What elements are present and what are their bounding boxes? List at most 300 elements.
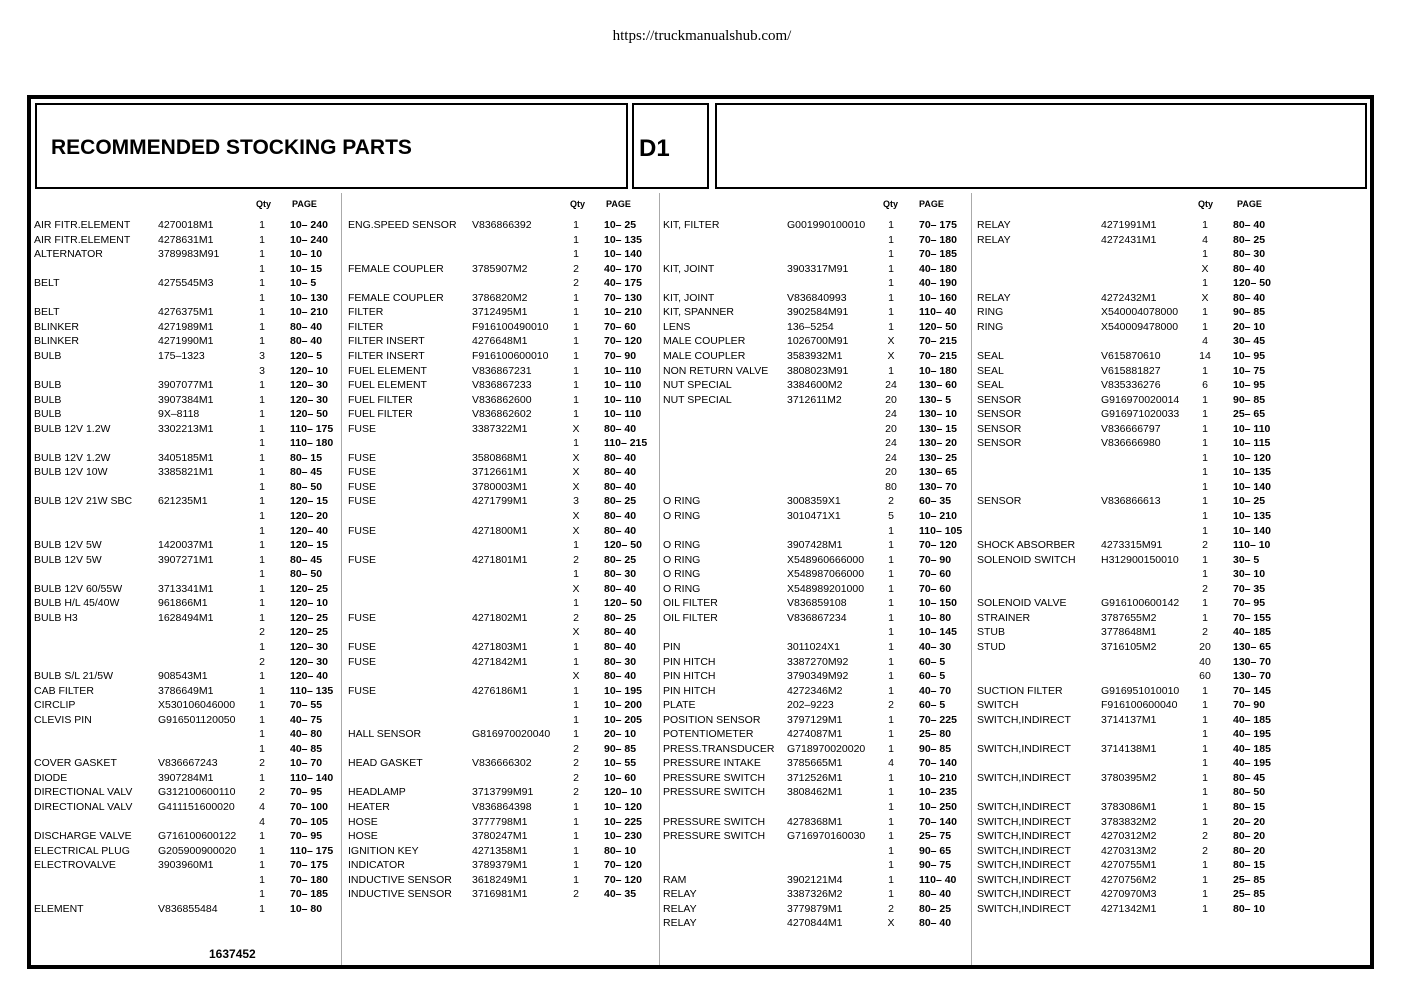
part-number: 961866M1 bbox=[158, 597, 208, 610]
quantity: 1 bbox=[1202, 437, 1208, 450]
part-number: 4270756M2 bbox=[1101, 873, 1157, 886]
part-name: FUSE bbox=[348, 451, 377, 464]
part-number: 3785665M1 bbox=[787, 757, 843, 770]
part-number: 4270970M3 bbox=[1101, 888, 1157, 901]
quantity: 2 bbox=[573, 771, 579, 784]
quantity: 24 bbox=[885, 437, 897, 450]
quantity: 1 bbox=[888, 277, 894, 290]
page-header: PAGE bbox=[292, 199, 317, 209]
page-ref: 120– 10 bbox=[604, 786, 642, 799]
quantity: 1 bbox=[573, 437, 579, 450]
quantity: 1 bbox=[888, 728, 894, 741]
part-number: 4271989M1 bbox=[158, 320, 214, 333]
quantity: 1 bbox=[573, 684, 579, 697]
page-ref: 70– 145 bbox=[1233, 684, 1271, 697]
quantity: 1 bbox=[1202, 742, 1208, 755]
part-name: CLEVIS PIN bbox=[34, 713, 92, 726]
part-name: BULB 12V 1.2W bbox=[34, 451, 111, 464]
page-ref: 10– 240 bbox=[290, 233, 328, 246]
page-ref: 80– 40 bbox=[1233, 219, 1266, 231]
part-name: FILTER INSERT bbox=[348, 349, 425, 362]
quantity: 1 bbox=[888, 873, 894, 886]
quantity: 1 bbox=[1202, 597, 1208, 610]
part-number: 3580868M1 bbox=[472, 451, 528, 464]
quantity: 1 bbox=[1202, 684, 1208, 697]
quantity: 1 bbox=[259, 495, 265, 508]
quantity: 2 bbox=[573, 553, 579, 566]
quantity: 1 bbox=[259, 713, 265, 726]
part-name: FUSE bbox=[348, 466, 377, 479]
parts-sheet bbox=[27, 95, 1374, 969]
quantity: 1 bbox=[259, 728, 265, 741]
page-ref: 40– 185 bbox=[1233, 626, 1271, 639]
quantity: 1 bbox=[259, 248, 265, 261]
page-ref: 80– 40 bbox=[604, 670, 637, 683]
quantity: 1 bbox=[573, 713, 579, 726]
page-ref: 120– 30 bbox=[290, 393, 328, 406]
quantity: X bbox=[887, 335, 895, 348]
page-ref: 30– 45 bbox=[1233, 335, 1266, 348]
quantity: 20 bbox=[885, 393, 897, 406]
part-number: 3785907M2 bbox=[472, 262, 528, 275]
part-name: PRESSURE SWITCH bbox=[663, 815, 766, 828]
part-number: 3787655M2 bbox=[1101, 611, 1157, 624]
page-ref: 25– 75 bbox=[919, 830, 952, 843]
quantity: 1 bbox=[259, 611, 265, 624]
page-ref: 10– 110 bbox=[604, 379, 642, 392]
part-name: HALL SENSOR bbox=[348, 728, 422, 741]
header-blank-box bbox=[715, 103, 1367, 189]
page-ref: 110– 140 bbox=[290, 771, 334, 784]
page-ref: 60– 5 bbox=[919, 699, 946, 712]
part-number: 3907077M1 bbox=[158, 379, 214, 392]
quantity: 1 bbox=[573, 219, 579, 231]
page-ref: 70– 155 bbox=[1233, 611, 1271, 624]
part-number: 3903317M91 bbox=[787, 262, 849, 275]
part-name: FEMALE COUPLER bbox=[348, 262, 444, 275]
quantity: 1 bbox=[259, 524, 265, 537]
part-name: FILTER INSERT bbox=[348, 335, 425, 348]
part-name: PRESSURE SWITCH bbox=[663, 786, 766, 799]
part-name: CIRCLIP bbox=[34, 699, 76, 712]
part-name: DIRECTIONAL VALV bbox=[34, 786, 133, 799]
quantity: 1 bbox=[1202, 422, 1208, 435]
part-number: G718970020020 bbox=[787, 742, 866, 755]
qty-header: Qty bbox=[570, 199, 586, 209]
quantity: 1 bbox=[259, 408, 265, 421]
part-name: DISCHARGE VALVE bbox=[34, 830, 132, 843]
quantity: 1 bbox=[259, 539, 265, 552]
source-url[interactable]: https://truckmanualshub.com/ bbox=[612, 28, 792, 44]
part-number: X530106046000 bbox=[158, 699, 236, 712]
quantity: 3 bbox=[573, 495, 579, 508]
part-number: V615881827 bbox=[1101, 364, 1161, 377]
page-ref: 80– 45 bbox=[290, 553, 323, 566]
quantity: X bbox=[572, 670, 580, 683]
page-ref: 10– 95 bbox=[1233, 379, 1266, 392]
page-ref: 10– 75 bbox=[1233, 364, 1266, 377]
qty-header: Qty bbox=[256, 199, 272, 209]
part-name: BULB S/L 21/5W bbox=[34, 670, 113, 683]
page-ref: 80– 40 bbox=[604, 480, 637, 493]
quantity: 1 bbox=[259, 902, 265, 915]
page-ref: 10– 110 bbox=[604, 364, 642, 377]
part-name: PIN HITCH bbox=[663, 655, 716, 668]
part-number: 4271802M1 bbox=[472, 611, 528, 624]
part-name: SWITCH,INDIRECT bbox=[977, 873, 1071, 886]
quantity: 1 bbox=[888, 248, 894, 261]
page-title: RECOMMENDED STOCKING PARTS bbox=[51, 136, 412, 159]
part-name: KIT, FILTER bbox=[663, 219, 720, 231]
part-number: 3714137M1 bbox=[1101, 713, 1157, 726]
page-ref: 70– 100 bbox=[290, 801, 328, 813]
part-name: SEAL bbox=[977, 349, 1004, 362]
part-name: SWITCH,INDIRECT bbox=[977, 830, 1071, 843]
part-number: 4276648M1 bbox=[472, 335, 528, 348]
page-ref: 80– 40 bbox=[604, 582, 637, 595]
quantity: 4 bbox=[259, 801, 265, 813]
page-ref: 40– 70 bbox=[919, 684, 952, 697]
page-ref: 120– 15 bbox=[290, 539, 328, 552]
page-ref: 120– 10 bbox=[290, 364, 328, 377]
part-name: BULB bbox=[34, 349, 62, 362]
part-number: G916100600142 bbox=[1101, 597, 1180, 610]
page-ref: 130– 70 bbox=[919, 480, 957, 493]
quantity: 5 bbox=[888, 510, 894, 522]
part-number: 4273315M91 bbox=[1101, 539, 1163, 552]
quantity: 24 bbox=[885, 408, 897, 421]
quantity: 20 bbox=[885, 422, 897, 435]
part-number: V836840993 bbox=[787, 291, 847, 304]
page-ref: 120– 30 bbox=[290, 379, 328, 392]
part-name: RAM bbox=[663, 873, 687, 886]
part-name: KIT, JOINT bbox=[663, 291, 715, 304]
part-name: RELAY bbox=[977, 291, 1011, 304]
part-name: PIN bbox=[663, 640, 681, 653]
quantity: 2 bbox=[1202, 844, 1208, 857]
quantity: 1 bbox=[573, 801, 579, 813]
quantity: 2 bbox=[573, 277, 579, 290]
page-ref: 120– 10 bbox=[290, 597, 328, 610]
part-number: 3714138M1 bbox=[1101, 742, 1157, 755]
page-ref: 80– 40 bbox=[1233, 291, 1266, 304]
quantity: 1 bbox=[259, 510, 265, 522]
part-name: FUSE bbox=[348, 422, 377, 435]
part-number: X540009478000 bbox=[1101, 320, 1179, 333]
page-ref: 70– 180 bbox=[290, 873, 328, 886]
quantity: 1 bbox=[573, 815, 579, 828]
part-number: G716100600122 bbox=[158, 830, 237, 843]
part-number: G411151600020 bbox=[158, 801, 235, 813]
quantity: 1 bbox=[259, 320, 265, 333]
quantity: 1 bbox=[1202, 728, 1208, 741]
part-name: SWITCH,INDIRECT bbox=[977, 902, 1071, 915]
page-ref: 10– 195 bbox=[604, 684, 642, 697]
part-number: G312100600110 bbox=[158, 786, 236, 799]
page-ref: 80– 30 bbox=[1233, 248, 1266, 261]
page-ref: 10– 130 bbox=[290, 291, 328, 304]
part-name: NUT SPECIAL bbox=[663, 393, 732, 406]
part-name: BULB 12V 10W bbox=[34, 466, 108, 479]
page-header: PAGE bbox=[1237, 199, 1262, 209]
page-ref: 10– 70 bbox=[290, 757, 323, 770]
section-code-box bbox=[632, 103, 709, 189]
part-name: POTENTIOMETER bbox=[663, 728, 754, 741]
part-name: SUCTION FILTER bbox=[977, 684, 1063, 697]
page-ref: 80– 40 bbox=[604, 626, 637, 639]
quantity: 1 bbox=[259, 568, 265, 581]
page-ref: 70– 130 bbox=[604, 291, 642, 304]
quantity: 1 bbox=[888, 640, 894, 653]
part-number: 3902584M91 bbox=[787, 306, 849, 319]
part-number: 4270844M1 bbox=[787, 917, 843, 930]
page-ref: 25– 85 bbox=[1233, 888, 1266, 901]
quantity: 1 bbox=[573, 830, 579, 843]
part-number: 3780247M1 bbox=[472, 830, 528, 843]
part-name: BULB bbox=[34, 393, 62, 406]
page-ref: 70– 120 bbox=[604, 859, 642, 872]
quantity: 1 bbox=[573, 873, 579, 886]
quantity: 1 bbox=[888, 582, 894, 595]
page-ref: 90– 85 bbox=[1233, 306, 1266, 319]
page-ref: 80– 40 bbox=[1233, 262, 1266, 275]
part-number: 136–5254 bbox=[787, 320, 834, 333]
part-number: 4275545M3 bbox=[158, 277, 214, 290]
page-ref: 120– 20 bbox=[290, 510, 328, 522]
part-name: BULB bbox=[34, 379, 62, 392]
part-name: SEAL bbox=[977, 364, 1004, 377]
page-ref: 130– 70 bbox=[1233, 655, 1271, 668]
page-ref: 10– 5 bbox=[290, 277, 317, 290]
part-number: 3780003M1 bbox=[472, 480, 528, 493]
part-name: FILTER bbox=[348, 306, 384, 319]
quantity: 1 bbox=[573, 844, 579, 857]
quantity: 1 bbox=[259, 262, 265, 275]
page-ref: 60– 5 bbox=[919, 655, 946, 668]
part-number: V836667243 bbox=[158, 757, 218, 770]
part-number: 3302213M1 bbox=[158, 422, 214, 435]
page-ref: 10– 135 bbox=[1233, 466, 1271, 479]
page-ref: 70– 35 bbox=[1233, 582, 1266, 595]
page-ref: 10– 25 bbox=[604, 219, 637, 231]
part-name: BELT bbox=[34, 277, 60, 290]
quantity: 1 bbox=[573, 306, 579, 319]
part-name: STUB bbox=[977, 626, 1006, 639]
part-name: FEMALE COUPLER bbox=[348, 291, 444, 304]
part-name: MALE COUPLER bbox=[663, 349, 746, 362]
page-ref: 130– 20 bbox=[919, 437, 957, 450]
part-name: FUSE bbox=[348, 640, 377, 653]
part-name: LENS bbox=[663, 320, 691, 333]
quantity: 1 bbox=[573, 248, 579, 261]
quantity: 1 bbox=[888, 786, 894, 799]
quantity: 2 bbox=[888, 495, 894, 508]
qty-header: Qty bbox=[1198, 199, 1214, 209]
page-ref: 40– 170 bbox=[604, 262, 642, 275]
part-name: RING bbox=[977, 320, 1004, 333]
quantity: X bbox=[572, 626, 580, 639]
page-ref: 40– 175 bbox=[604, 277, 642, 290]
part-name: SEAL bbox=[977, 379, 1004, 392]
quantity: 4 bbox=[1202, 233, 1208, 246]
quantity: 2 bbox=[573, 611, 579, 624]
part-name: DIODE bbox=[34, 771, 68, 784]
quantity: 1 bbox=[573, 291, 579, 304]
parts-column-3 bbox=[663, 193, 969, 965]
page-ref: 70– 90 bbox=[1233, 699, 1266, 712]
quantity: 1 bbox=[1202, 306, 1208, 319]
part-number: 4276375M1 bbox=[158, 306, 214, 319]
page-ref: 10– 135 bbox=[604, 233, 642, 246]
page-ref: 10– 210 bbox=[919, 510, 957, 522]
part-number: 3405185M1 bbox=[158, 451, 214, 464]
page-ref: 130– 10 bbox=[919, 408, 957, 421]
part-name: AIR FITR.ELEMENT bbox=[34, 233, 131, 246]
page-ref: 70– 95 bbox=[290, 830, 323, 843]
part-number: 4271803M1 bbox=[472, 640, 528, 653]
quantity: 1 bbox=[1202, 277, 1208, 290]
part-number: 4270018M1 bbox=[158, 219, 214, 231]
page-ref: 120– 15 bbox=[290, 495, 328, 508]
page-ref: 120– 25 bbox=[290, 582, 328, 595]
qty-header: Qty bbox=[883, 199, 899, 209]
part-number: 3712526M1 bbox=[787, 771, 843, 784]
page-ref: 10– 210 bbox=[604, 306, 642, 319]
quantity: 6 bbox=[1202, 379, 1208, 392]
quantity: X bbox=[1201, 262, 1209, 275]
quantity: 1 bbox=[888, 320, 894, 333]
part-number: G001990100010 bbox=[787, 219, 866, 231]
quantity: 1 bbox=[888, 233, 894, 246]
part-name: SWITCH bbox=[977, 699, 1019, 712]
part-name: STRAINER bbox=[977, 611, 1031, 624]
part-name: SOLENOID SWITCH bbox=[977, 553, 1076, 566]
quantity: 1 bbox=[1202, 393, 1208, 406]
part-number: 3786649M1 bbox=[158, 684, 214, 697]
quantity: 1 bbox=[1202, 320, 1208, 333]
part-number: 4271990M1 bbox=[158, 335, 214, 348]
quantity: 1 bbox=[1202, 801, 1208, 813]
part-number: 3789983M91 bbox=[158, 248, 220, 261]
page-ref: 80– 50 bbox=[290, 480, 323, 493]
part-name: FUSE bbox=[348, 524, 377, 537]
part-number: 4270313M2 bbox=[1101, 844, 1157, 857]
page-ref: 110– 180 bbox=[290, 437, 334, 450]
page-ref: 110– 40 bbox=[919, 873, 957, 886]
part-name: KIT, SPANNER bbox=[663, 306, 734, 319]
quantity: X bbox=[572, 422, 580, 435]
part-name: SHOCK ABSORBER bbox=[977, 539, 1076, 552]
quantity: 2 bbox=[259, 626, 265, 639]
quantity: 1 bbox=[259, 771, 265, 784]
part-name: OIL FILTER bbox=[663, 611, 718, 624]
quantity: 2 bbox=[888, 902, 894, 915]
page-ref: 80– 20 bbox=[1233, 844, 1266, 857]
page-ref: 90– 65 bbox=[919, 844, 952, 857]
part-name: BULB 12V 1.2W bbox=[34, 422, 111, 435]
part-number: 4278631M1 bbox=[158, 233, 214, 246]
quantity: 1 bbox=[888, 655, 894, 668]
quantity: 1 bbox=[1202, 524, 1208, 537]
page-ref: 25– 80 bbox=[919, 728, 952, 741]
part-number: X548987066000 bbox=[787, 568, 865, 581]
part-name: SWITCH,INDIRECT bbox=[977, 801, 1071, 813]
part-number: 3385821M1 bbox=[158, 466, 214, 479]
part-number: 3808462M1 bbox=[787, 786, 843, 799]
part-number: 3797129M1 bbox=[787, 713, 843, 726]
quantity: 1 bbox=[1202, 611, 1208, 624]
part-number: 621235M1 bbox=[158, 495, 208, 508]
page-ref: 40– 85 bbox=[290, 742, 323, 755]
part-number: V615870610 bbox=[1101, 349, 1161, 362]
quantity: 4 bbox=[888, 757, 894, 770]
quantity: 1 bbox=[259, 699, 265, 712]
quantity: 1 bbox=[573, 539, 579, 552]
part-name: BLINKER bbox=[34, 335, 79, 348]
quantity: 3 bbox=[259, 364, 265, 377]
page-ref: 80– 25 bbox=[604, 553, 637, 566]
page-ref: 40– 185 bbox=[1233, 742, 1271, 755]
quantity: 1 bbox=[259, 597, 265, 610]
quantity: 1 bbox=[888, 815, 894, 828]
page-ref: 10– 60 bbox=[604, 771, 637, 784]
page-ref: 120– 50 bbox=[604, 539, 642, 552]
quantity: 1 bbox=[1202, 466, 1208, 479]
quantity: 40 bbox=[1199, 655, 1211, 668]
quantity: 1 bbox=[573, 379, 579, 392]
quantity: X bbox=[572, 524, 580, 537]
quantity: 1 bbox=[259, 291, 265, 304]
quantity: 1 bbox=[1202, 771, 1208, 784]
part-name: RELAY bbox=[977, 233, 1011, 246]
quantity: 1 bbox=[1202, 480, 1208, 493]
document-number: 1637452 bbox=[209, 947, 256, 961]
quantity: 1 bbox=[1202, 859, 1208, 872]
quantity: 1 bbox=[888, 306, 894, 319]
page-ref: 80– 40 bbox=[604, 640, 637, 653]
part-number: X548989201000 bbox=[787, 582, 865, 595]
part-name: PLATE bbox=[663, 699, 696, 712]
part-number: 3808023M91 bbox=[787, 364, 849, 377]
part-name: BULB H3 bbox=[34, 611, 78, 624]
page-ref: 90– 75 bbox=[919, 859, 952, 872]
part-number: 4271799M1 bbox=[472, 495, 528, 508]
part-name: O RING bbox=[663, 510, 701, 522]
page-ref: 10– 240 bbox=[290, 219, 328, 231]
part-number: 3907284M1 bbox=[158, 771, 214, 784]
page-ref: 10– 210 bbox=[290, 306, 328, 319]
page-ref: 10– 120 bbox=[1233, 451, 1271, 464]
part-number: 4272432M1 bbox=[1101, 291, 1157, 304]
quantity: 1 bbox=[888, 524, 894, 537]
quantity: X bbox=[572, 582, 580, 595]
part-name: BLINKER bbox=[34, 320, 79, 333]
page-ref: 70– 215 bbox=[919, 335, 957, 348]
part-number: V835336276 bbox=[1101, 379, 1161, 392]
quantity: 20 bbox=[885, 466, 897, 479]
page-ref: 70– 60 bbox=[919, 568, 952, 581]
page-ref: 10– 205 bbox=[604, 713, 642, 726]
part-number: V836864398 bbox=[472, 801, 532, 813]
page-ref: 70– 60 bbox=[919, 582, 952, 595]
part-number: 175–1323 bbox=[158, 349, 205, 362]
quantity: 1 bbox=[888, 553, 894, 566]
quantity: X bbox=[572, 510, 580, 522]
quantity: 1 bbox=[573, 655, 579, 668]
page-ref: 70– 120 bbox=[604, 335, 642, 348]
quantity: 1 bbox=[573, 364, 579, 377]
page-ref: 120– 40 bbox=[290, 524, 328, 537]
